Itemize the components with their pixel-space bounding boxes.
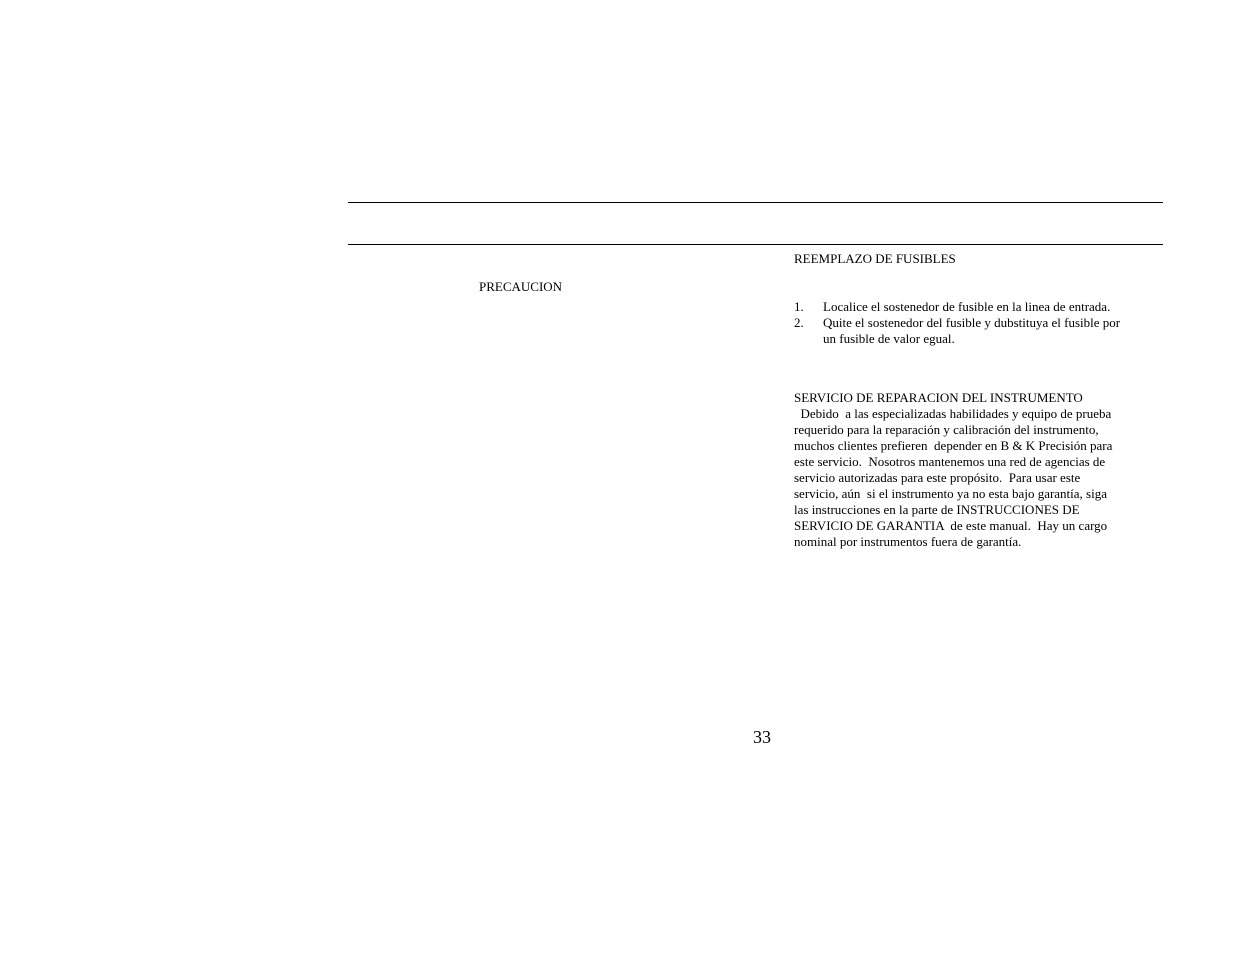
- paragraph-line: requerido para la reparación y calibración del instrumento,: [794, 422, 1099, 437]
- paragraph-line: este servicio. Nosotros mantenemos una red de agencias de: [794, 454, 1106, 469]
- paragraph-line: Debido a las especializadas habilidades y equipo de prueba: [794, 406, 1112, 421]
- repair-service-heading: SERVICIO DE REPARACION DEL INSTRUMENTO: [794, 390, 1083, 405]
- fuse-step-1: [794, 299, 1154, 315]
- paragraph-line: nominal por instrumentos fuera de garantía.: [794, 534, 1022, 549]
- fuse-replacement-heading: REEMPLAZO DE FUSIBLES: [794, 251, 956, 266]
- fuse-step-text: Quite el sostenedor del fusible y dubstituya el fusible por: [823, 315, 1121, 330]
- fuse-step-number: 2.: [794, 315, 804, 330]
- header-rule-top: [348, 202, 1163, 203]
- paragraph-line: servicio autorizadas para este propósito. Para usar este: [794, 470, 1081, 485]
- fuse-step-number: 1.: [794, 299, 804, 314]
- caution-heading: PRECAUCION: [479, 279, 563, 294]
- paragraph-line: las instrucciones en la parte de INSTRUCCIONES DE: [794, 502, 1080, 517]
- fuse-step-2: [794, 315, 1154, 347]
- fuse-replacement-steps: [794, 299, 1154, 347]
- header-rule-bottom: [348, 244, 1163, 245]
- fuse-step-text: un fusible de valor egual.: [823, 331, 955, 346]
- paragraph-line: SERVICIO DE GARANTIA de este manual. Hay un cargo: [794, 518, 1108, 533]
- fuse-step-text: Localice el sostenedor de fusible en la linea de entrada.: [823, 299, 1111, 314]
- paragraph-line: muchos clientes prefieren depender en B & K Precisión para: [794, 438, 1113, 453]
- repair-service-paragraph: [794, 406, 1154, 550]
- page-number: 33: [753, 727, 771, 747]
- paragraph-line: servicio, aún si el instrumento ya no esta bajo garantía, siga: [794, 486, 1107, 501]
